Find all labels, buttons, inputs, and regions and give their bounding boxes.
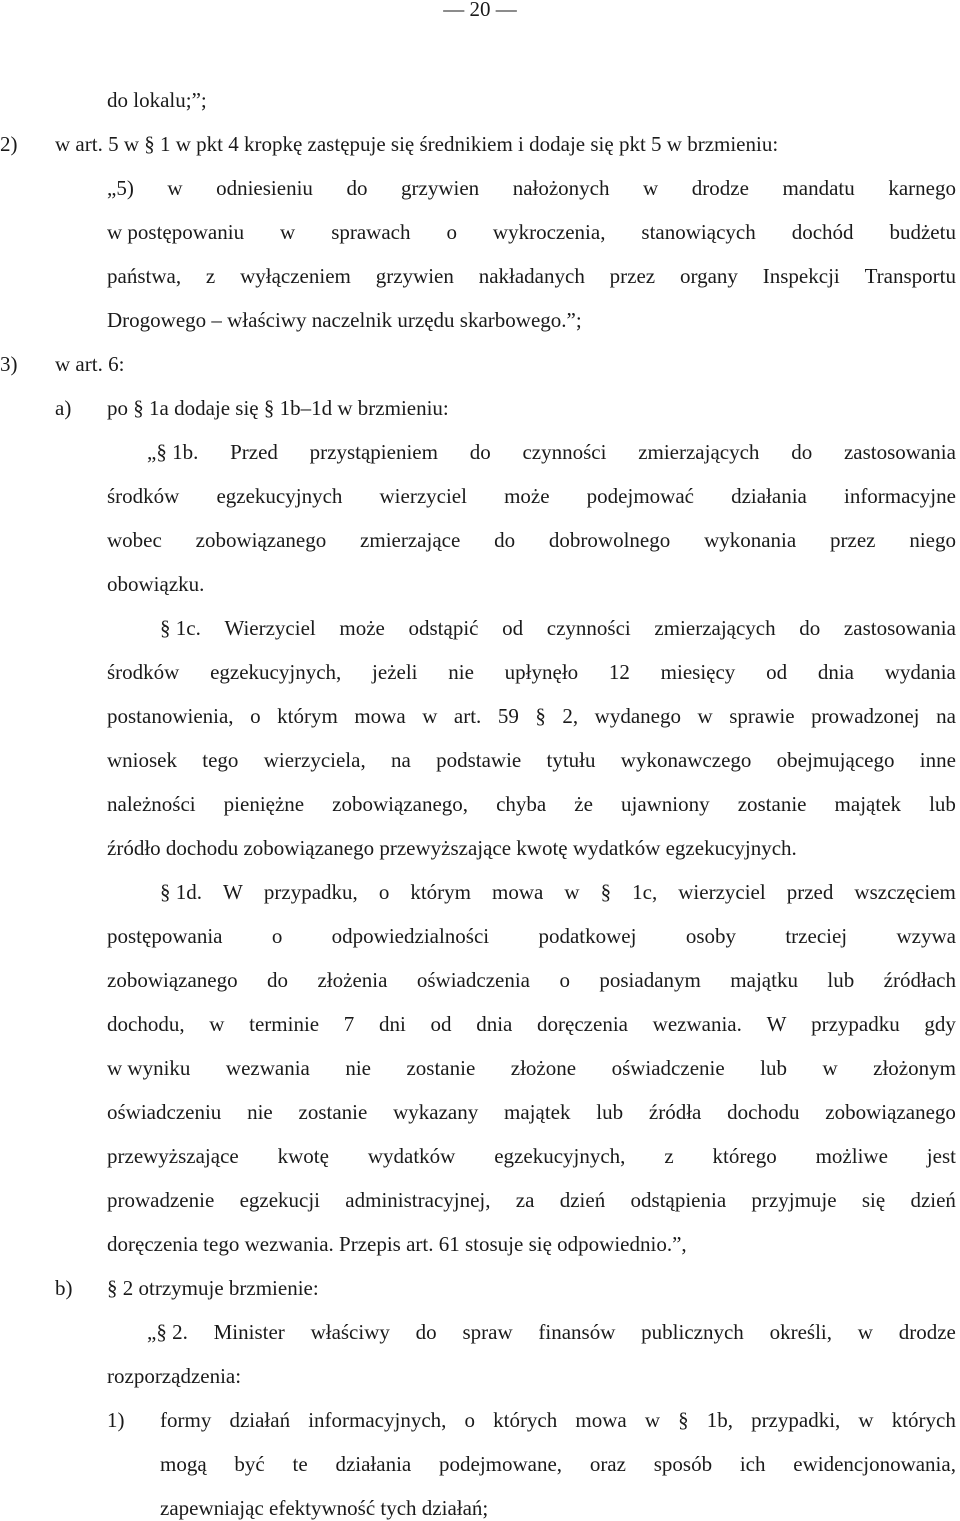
word: wszczęciem bbox=[854, 880, 956, 904]
word: spraw bbox=[462, 1320, 513, 1344]
word: w bbox=[280, 220, 296, 244]
list-number: 3) bbox=[0, 352, 18, 376]
word: karnego bbox=[888, 176, 956, 200]
text-line: rozporządzenia: bbox=[107, 1364, 242, 1388]
word: do bbox=[469, 440, 491, 464]
word: majątek bbox=[834, 792, 902, 816]
text-line bbox=[147, 1319, 956, 1345]
word: środków bbox=[107, 660, 180, 684]
word: podejmowane, bbox=[439, 1452, 563, 1476]
word: zobowiązanego, bbox=[332, 792, 469, 816]
word: mowa bbox=[575, 1408, 627, 1432]
word: na bbox=[390, 748, 411, 772]
word: się bbox=[861, 1188, 886, 1212]
word: w bbox=[564, 880, 580, 904]
word: majątku bbox=[730, 968, 798, 992]
word: wobec bbox=[107, 528, 162, 552]
word: doręczenia bbox=[537, 1012, 628, 1036]
word: nałożonych bbox=[512, 176, 610, 200]
word: jeżeli bbox=[372, 660, 418, 684]
word: terminie bbox=[249, 1012, 320, 1036]
word: dnia bbox=[817, 660, 854, 684]
word: w postępowaniu bbox=[107, 220, 245, 244]
word: Minister bbox=[213, 1320, 285, 1344]
word: zobowiązanego bbox=[107, 968, 238, 992]
word: lub bbox=[760, 1056, 788, 1080]
word: § bbox=[678, 1408, 689, 1432]
word: przypadki, bbox=[751, 1408, 841, 1432]
word: sprawach bbox=[331, 220, 411, 244]
word: grzywien bbox=[375, 264, 454, 288]
word: przystąpieniem bbox=[309, 440, 438, 464]
word: wierzyciel bbox=[379, 484, 467, 508]
word: w bbox=[697, 704, 713, 728]
word: przez bbox=[830, 528, 876, 552]
word: od bbox=[430, 1012, 452, 1036]
word: przypadku bbox=[811, 1012, 900, 1036]
text-line bbox=[147, 439, 956, 465]
word: w wyniku bbox=[107, 1056, 191, 1080]
word: obejmującego bbox=[776, 748, 895, 772]
word: działania bbox=[731, 484, 807, 508]
word: jest bbox=[926, 1144, 956, 1168]
text-line bbox=[160, 615, 956, 641]
text-line bbox=[107, 923, 956, 949]
word: tego bbox=[202, 748, 239, 772]
word: o bbox=[464, 1408, 475, 1432]
text-line bbox=[107, 791, 956, 817]
word: wydania bbox=[884, 660, 956, 684]
word: oraz bbox=[589, 1452, 626, 1476]
word: w bbox=[857, 1320, 873, 1344]
word: wzywa bbox=[896, 924, 956, 948]
text-line bbox=[107, 263, 956, 289]
word: należności bbox=[107, 792, 196, 816]
word: W bbox=[223, 880, 243, 904]
word: dochodu bbox=[727, 1100, 800, 1124]
word: egzekucyjnych, bbox=[210, 660, 342, 684]
word: W bbox=[766, 1012, 787, 1036]
word: prowadzonej bbox=[811, 704, 920, 728]
word: upłynęło bbox=[504, 660, 579, 684]
word: źródła bbox=[648, 1100, 702, 1124]
word: majątek bbox=[504, 1100, 571, 1124]
text-line: po § 1a dodaje się § 1b–1d w brzmieniu: bbox=[107, 396, 449, 420]
word: do bbox=[791, 440, 813, 464]
word: wezwania bbox=[225, 1056, 310, 1080]
word: do bbox=[267, 968, 289, 992]
word: wezwania. bbox=[652, 1012, 742, 1036]
word: § bbox=[600, 880, 612, 904]
word: zostanie bbox=[737, 792, 807, 816]
word: drodze bbox=[898, 1320, 956, 1344]
word: „§ 2. bbox=[147, 1320, 188, 1344]
word: egzekucyjnych, bbox=[494, 1144, 626, 1168]
word: przez bbox=[609, 264, 656, 288]
word: dnia bbox=[476, 1012, 513, 1036]
word: złożenia bbox=[317, 968, 388, 992]
word: organy bbox=[679, 264, 738, 288]
word: w bbox=[644, 1408, 660, 1432]
word: gdy bbox=[924, 1012, 956, 1036]
word: pieniężne bbox=[223, 792, 305, 816]
word: do bbox=[799, 616, 821, 640]
word: sprawie bbox=[729, 704, 795, 728]
word: z bbox=[205, 264, 216, 288]
text-line bbox=[107, 747, 956, 773]
word: lub bbox=[827, 968, 855, 992]
word: budżetu bbox=[889, 220, 956, 244]
word: grzywien bbox=[401, 176, 480, 200]
word: wierzyciel bbox=[678, 880, 766, 904]
word: o bbox=[378, 880, 390, 904]
word: Inspekcji bbox=[762, 264, 840, 288]
text-line: doręczenia tego wezwania. Przepis art. 61 stosuje się odpowiednio.”, bbox=[107, 1232, 687, 1256]
word: Wierzyciel bbox=[224, 616, 316, 640]
word: środków bbox=[107, 484, 180, 508]
word: możliwe bbox=[815, 1144, 888, 1168]
word: przed bbox=[786, 880, 834, 904]
word: lub bbox=[596, 1100, 624, 1124]
word: zobowiązanego bbox=[195, 528, 327, 552]
word: o bbox=[271, 924, 283, 948]
word: przewyższające bbox=[107, 1144, 239, 1168]
word: wykroczenia, bbox=[492, 220, 606, 244]
word: Transportu bbox=[864, 264, 956, 288]
text-line bbox=[160, 1451, 956, 1477]
word: podatkowej bbox=[538, 924, 637, 948]
word: zmierzających bbox=[638, 440, 760, 464]
word: wierzyciela, bbox=[263, 748, 366, 772]
word: wydatków bbox=[367, 1144, 456, 1168]
word: oświadczenia bbox=[416, 968, 530, 992]
word: finansów bbox=[538, 1320, 616, 1344]
list-number: 2) bbox=[0, 132, 18, 156]
word: właściwy bbox=[310, 1320, 390, 1344]
word: 12 bbox=[608, 660, 630, 684]
word: wyłączeniem bbox=[240, 264, 351, 288]
text-line: zapewniając efektywność tych działań; bbox=[160, 1496, 489, 1520]
word: dochód bbox=[791, 220, 854, 244]
word: nie bbox=[345, 1056, 371, 1080]
text-line bbox=[107, 1011, 956, 1037]
text-line bbox=[107, 659, 956, 685]
word: wniosek bbox=[107, 748, 177, 772]
word: oświadczenie bbox=[611, 1056, 725, 1080]
word: inne bbox=[919, 748, 956, 772]
word: dzień bbox=[910, 1188, 956, 1212]
word: informacyjnych, bbox=[308, 1408, 447, 1432]
word: złożonym bbox=[873, 1056, 956, 1080]
page-number: — 20 — bbox=[443, 0, 517, 21]
text-line bbox=[107, 175, 956, 201]
word: w bbox=[858, 1408, 874, 1432]
word: postępowania bbox=[107, 924, 223, 948]
word: do bbox=[415, 1320, 437, 1344]
list-letter: b) bbox=[55, 1276, 73, 1300]
word: zmierzające bbox=[360, 528, 461, 552]
word: wykazany bbox=[393, 1100, 479, 1124]
word: podstawie bbox=[436, 748, 522, 772]
word: zostanie bbox=[406, 1056, 476, 1080]
word: którego bbox=[712, 1144, 777, 1168]
word: miesięcy bbox=[660, 660, 736, 684]
word: których bbox=[493, 1408, 558, 1432]
word: dni bbox=[378, 1012, 406, 1036]
word: w bbox=[822, 1056, 838, 1080]
word: może bbox=[339, 616, 385, 640]
text-line bbox=[160, 1407, 956, 1433]
word: formy bbox=[160, 1408, 212, 1432]
word: mogą bbox=[160, 1452, 207, 1476]
word: zastosowania bbox=[843, 616, 956, 640]
word: nie bbox=[247, 1100, 273, 1124]
word: § 1d. bbox=[160, 880, 202, 904]
word: 7 bbox=[343, 1012, 355, 1036]
word: informacyjne bbox=[843, 484, 956, 508]
word: działań bbox=[229, 1408, 291, 1432]
word: w bbox=[167, 176, 183, 200]
text-line bbox=[107, 527, 956, 553]
word: Przed bbox=[230, 440, 278, 464]
word: odniesieniu bbox=[216, 176, 313, 200]
word: egzekucji bbox=[239, 1188, 321, 1212]
word: wykonania bbox=[704, 528, 797, 552]
word: przyjmuje bbox=[751, 1188, 837, 1212]
word: określi, bbox=[769, 1320, 832, 1344]
word: może bbox=[504, 484, 550, 508]
word: do bbox=[494, 528, 516, 552]
text-line bbox=[160, 879, 956, 905]
word: państwa, bbox=[107, 264, 182, 288]
word: podejmować bbox=[586, 484, 694, 508]
text-line: do lokalu;”; bbox=[107, 88, 207, 112]
list-number: 1) bbox=[107, 1408, 125, 1432]
word: odstąpić bbox=[408, 616, 479, 640]
word: osoby bbox=[685, 924, 736, 948]
text-line: obowiązku. bbox=[107, 572, 205, 596]
word: odpowiedzialności bbox=[331, 924, 490, 948]
word: zastosowania bbox=[843, 440, 956, 464]
word: mandatu bbox=[782, 176, 855, 200]
word: od bbox=[766, 660, 788, 684]
word: że bbox=[574, 792, 593, 816]
word: zobowiązanego bbox=[825, 1100, 956, 1124]
text-line bbox=[107, 1099, 956, 1125]
word: ich bbox=[739, 1452, 766, 1476]
word: sposób bbox=[653, 1452, 713, 1476]
word: ewidencjonowania, bbox=[793, 1452, 956, 1476]
word: wydanego bbox=[594, 704, 681, 728]
text-line bbox=[107, 219, 956, 245]
word: postanowienia, bbox=[107, 704, 234, 728]
word: stanowiących bbox=[641, 220, 756, 244]
word: odstąpienia bbox=[630, 1188, 727, 1212]
word: na bbox=[936, 704, 956, 728]
text-line bbox=[107, 967, 956, 993]
word: oświadczeniu bbox=[107, 1100, 222, 1124]
word: dzień bbox=[559, 1188, 606, 1212]
word: 2, bbox=[562, 704, 579, 728]
word: dobrowolnego bbox=[548, 528, 671, 552]
word: tytułu bbox=[546, 748, 596, 772]
word: zmierzających bbox=[654, 616, 776, 640]
word: trzeciej bbox=[785, 924, 848, 948]
word: działania bbox=[335, 1452, 412, 1476]
word: złożone bbox=[510, 1056, 577, 1080]
word: ujawniony bbox=[620, 792, 710, 816]
word: czynności bbox=[546, 616, 631, 640]
word: o bbox=[446, 220, 457, 244]
word: nakładanych bbox=[478, 264, 585, 288]
word: drodze bbox=[691, 176, 749, 200]
word: w bbox=[209, 1012, 225, 1036]
word: egzekucyjnych bbox=[216, 484, 343, 508]
word: niego bbox=[909, 528, 956, 552]
text-line: w art. 6: bbox=[55, 352, 125, 376]
word: za bbox=[515, 1188, 535, 1212]
list-letter: a) bbox=[55, 396, 72, 420]
word: zostanie bbox=[298, 1100, 368, 1124]
word: wykonawczego bbox=[620, 748, 752, 772]
word: którym bbox=[410, 880, 472, 904]
word: dochodu, bbox=[107, 1012, 185, 1036]
word: przypadku, bbox=[263, 880, 358, 904]
word: źródłach bbox=[883, 968, 956, 992]
word: od bbox=[502, 616, 524, 640]
text-line bbox=[107, 1143, 956, 1169]
word: którym bbox=[277, 704, 338, 728]
text-line bbox=[107, 1187, 956, 1213]
word: 59 bbox=[497, 704, 519, 728]
text-line: źródło dochodu zobowiązanego przewyższające kwotę wydatków egzekucyjnych. bbox=[107, 836, 797, 860]
word: § 1c. bbox=[160, 616, 201, 640]
word: „5) bbox=[107, 176, 134, 200]
word: w bbox=[422, 704, 438, 728]
word: 1b, bbox=[706, 1408, 733, 1432]
word: publicznych bbox=[641, 1320, 744, 1344]
word: z bbox=[664, 1144, 674, 1168]
word: 1c, bbox=[632, 880, 658, 904]
word: być bbox=[234, 1452, 265, 1476]
text-line: § 2 otrzymuje brzmienie: bbox=[107, 1276, 319, 1300]
word: o bbox=[250, 704, 261, 728]
text-line bbox=[107, 703, 956, 729]
word: kwotę bbox=[277, 1144, 329, 1168]
word: mowa bbox=[492, 880, 544, 904]
word: te bbox=[292, 1452, 308, 1476]
word: czynności bbox=[522, 440, 607, 464]
word: posiadanym bbox=[599, 968, 701, 992]
word: administracyjnej, bbox=[345, 1188, 491, 1212]
word: lub bbox=[929, 792, 956, 816]
text-line: w art. 5 w § 1 w pkt 4 kropkę zastępuje się średnikiem i dodaje się pkt 5 w brzmieniu: bbox=[55, 132, 779, 156]
text-line: Drogowego – właściwy naczelnik urzędu skarbowego.”; bbox=[107, 308, 582, 332]
word: § bbox=[535, 704, 546, 728]
text-line bbox=[107, 1055, 956, 1081]
word: chyba bbox=[496, 792, 547, 816]
word: prowadzenie bbox=[107, 1188, 215, 1212]
text-line bbox=[107, 483, 956, 509]
word: nie bbox=[448, 660, 474, 684]
word: o bbox=[559, 968, 570, 992]
word: których bbox=[891, 1408, 956, 1432]
word: „§ 1b. bbox=[147, 440, 199, 464]
word: mowa bbox=[354, 704, 406, 728]
word: do bbox=[346, 176, 368, 200]
word: art. bbox=[453, 704, 482, 728]
word: w bbox=[643, 176, 659, 200]
